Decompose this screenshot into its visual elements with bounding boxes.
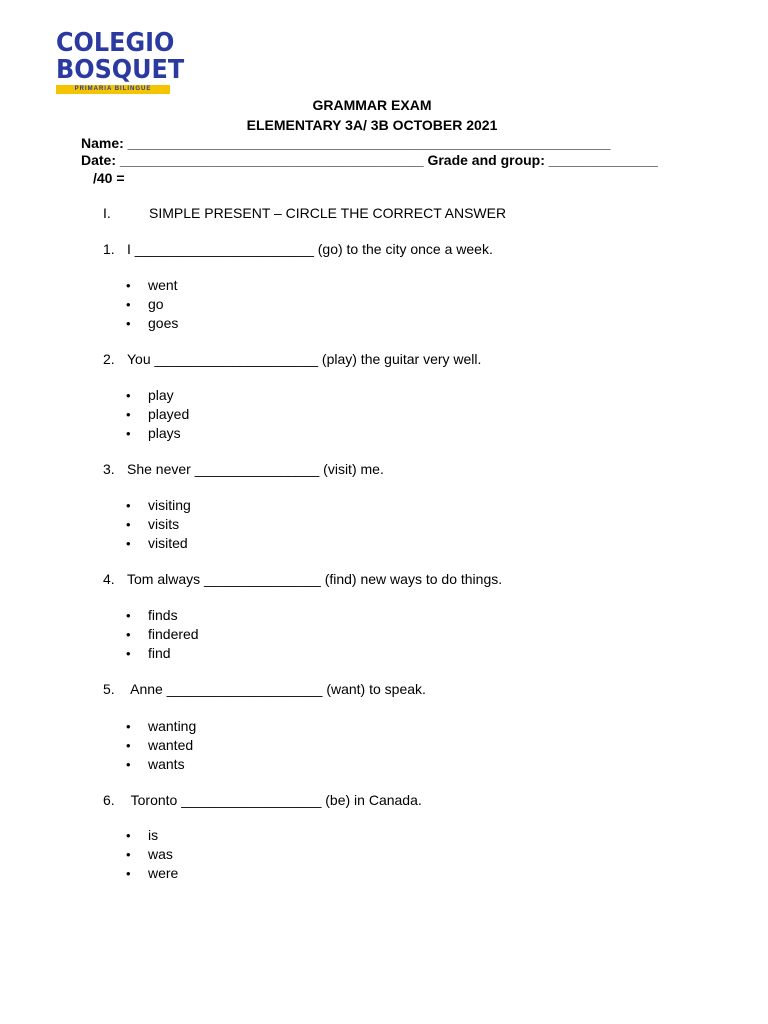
question-4 [103, 571, 502, 587]
option-item[interactable] [126, 515, 191, 534]
question-5 [103, 681, 426, 697]
exam-subtitle: ELEMENTARY 3A/ 3B OCTOBER 2021 [246, 117, 498, 133]
school-logo [56, 28, 185, 94]
bullet-icon: • [126, 627, 131, 642]
option-label: plays [148, 425, 181, 441]
option-item[interactable] [126, 755, 196, 774]
option-label: play [148, 387, 174, 403]
section-number: I. [103, 205, 111, 221]
question-number: 2. [103, 351, 115, 367]
option-label: findered [148, 626, 199, 642]
question-number: 1. [103, 241, 115, 257]
option-item[interactable] [126, 295, 178, 314]
option-item[interactable] [126, 405, 189, 424]
option-label: visits [148, 516, 180, 532]
score-field: /40 = [93, 170, 125, 186]
logo-line-1: COLEGIO [56, 28, 175, 58]
option-item[interactable] [126, 736, 196, 755]
bullet-icon: • [126, 608, 131, 623]
question-text: I _______________________ (go) to the city once a week. [127, 241, 493, 257]
bullet-icon: • [126, 757, 131, 772]
bullet-icon: • [126, 278, 131, 293]
option-item[interactable] [126, 644, 199, 663]
question-text: Anne ____________________ (want) to speak. [127, 681, 426, 697]
exam-title: GRAMMAR EXAM [312, 97, 432, 113]
logo-tagline: PRIMARIA BILINGÜE [56, 85, 170, 94]
answer-options-3 [126, 496, 191, 553]
option-item[interactable] [126, 276, 178, 295]
question-1 [103, 241, 493, 257]
question-2 [103, 351, 481, 367]
bullet-icon: • [126, 828, 131, 843]
option-item[interactable] [126, 424, 189, 443]
logo-line-2: BOSQUET [56, 55, 185, 85]
bullet-icon: • [126, 866, 131, 881]
question-number: 3. [103, 461, 115, 477]
option-label: wanting [148, 718, 197, 734]
answer-options-2 [126, 386, 189, 443]
question-number: 4. [103, 571, 115, 587]
option-label: played [148, 406, 190, 422]
option-label: is [148, 827, 159, 843]
bullet-icon: • [126, 498, 131, 513]
option-label: finds [148, 607, 178, 623]
bullet-icon: • [126, 297, 131, 312]
option-item[interactable] [126, 606, 199, 625]
date-grade-field[interactable]: Date: _______________________________________ Grade and group: ______________ [81, 152, 658, 168]
option-label: go [148, 296, 164, 312]
option-item[interactable] [126, 864, 178, 883]
option-label: were [148, 865, 179, 881]
option-label: goes [148, 315, 179, 331]
option-label: visited [148, 535, 188, 551]
option-item[interactable] [126, 386, 189, 405]
bullet-icon: • [126, 426, 131, 441]
option-item[interactable] [126, 496, 191, 515]
bullet-icon: • [126, 517, 131, 532]
option-item[interactable] [126, 717, 196, 736]
question-number: 5. [103, 681, 115, 697]
answer-options-6 [126, 826, 178, 883]
bullet-icon: • [126, 646, 131, 661]
question-text: She never ________________ (visit) me. [127, 461, 384, 477]
option-item[interactable] [126, 845, 178, 864]
name-field[interactable]: Name: ______________________________________________________________ [81, 135, 611, 151]
question-text: Tom always _______________ (find) new ways to do things. [127, 571, 503, 587]
question-text: Toronto __________________ (be) in Canada. [127, 792, 422, 808]
question-6 [103, 792, 422, 808]
bullet-icon: • [126, 536, 131, 551]
option-item[interactable] [126, 826, 178, 845]
bullet-icon: • [126, 847, 131, 862]
option-label: was [148, 846, 173, 862]
option-item[interactable] [126, 314, 178, 333]
section-heading [103, 205, 506, 221]
option-label: wanted [148, 737, 194, 753]
question-3 [103, 461, 384, 477]
answer-options-1 [126, 276, 178, 333]
option-label: went [148, 277, 178, 293]
option-label: wants [148, 756, 185, 772]
bullet-icon: • [126, 316, 131, 331]
option-label: visiting [148, 497, 191, 513]
question-number: 6. [103, 792, 115, 808]
bullet-icon: • [126, 738, 131, 753]
option-label: find [148, 645, 171, 661]
answer-options-5 [126, 717, 196, 774]
bullet-icon: • [126, 719, 131, 734]
bullet-icon: • [126, 407, 131, 422]
bullet-icon: • [126, 388, 131, 403]
section-title: SIMPLE PRESENT – CIRCLE THE CORRECT ANSWER [149, 205, 507, 221]
option-item[interactable] [126, 625, 199, 644]
option-item[interactable] [126, 534, 191, 553]
question-text: You _____________________ (play) the guitar very well. [127, 351, 482, 367]
answer-options-4 [126, 606, 199, 663]
